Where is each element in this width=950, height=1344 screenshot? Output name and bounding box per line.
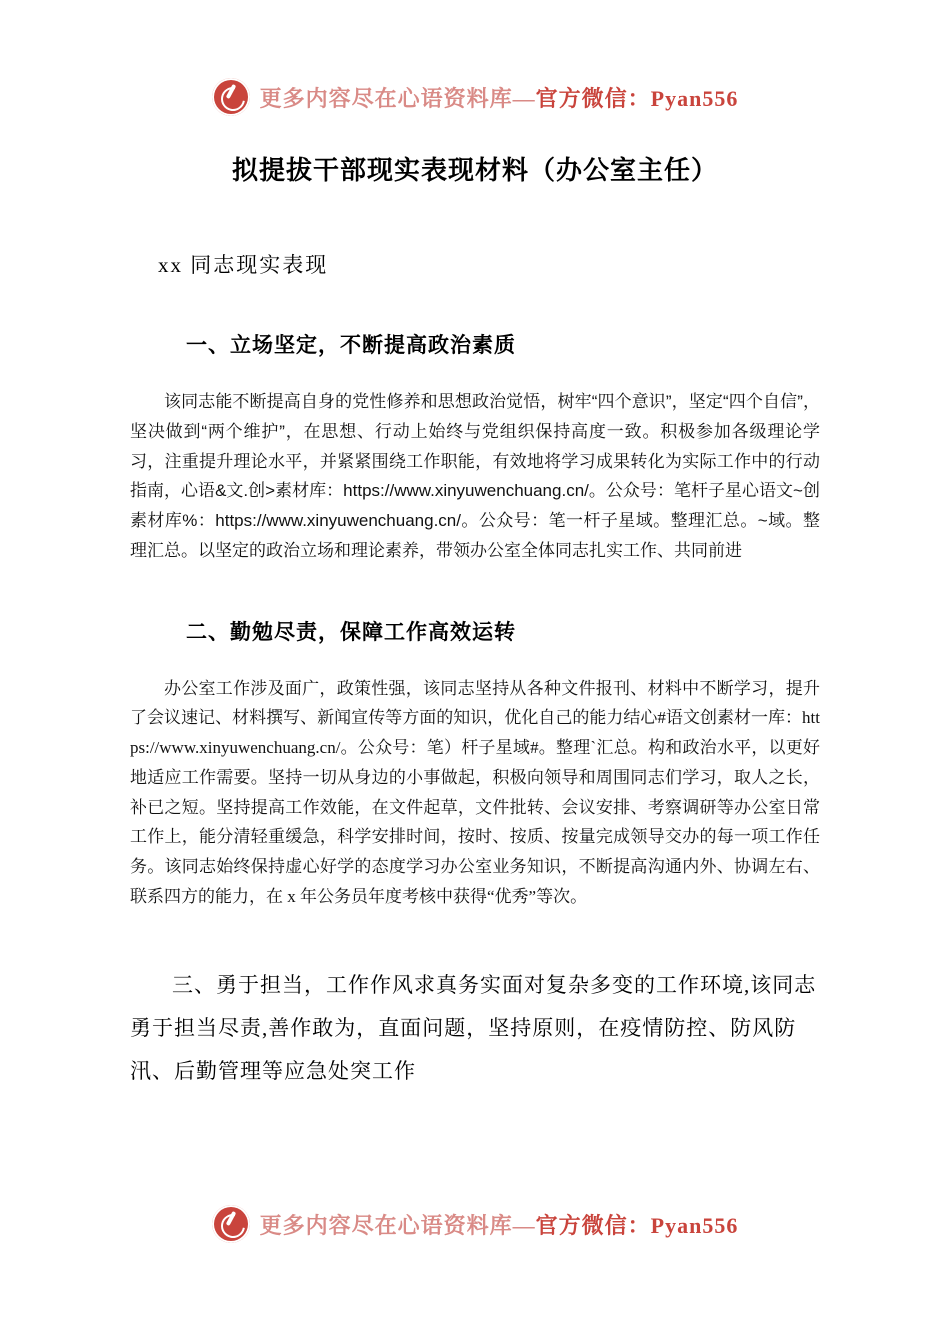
watermark-text-bottom [260,1209,739,1240]
pen-circle-logo-icon [212,78,250,116]
pen-circle-logo-icon [212,1205,250,1243]
watermark-main-text-bottom: 更多内容尽在心语资料库— [259,1212,536,1238]
section-body-1: 该同志能不断提高自身的党性修养和思想政治觉悟，树牢“四个意识”，坚定“四个自信”，坚决做到“两个维护”，在思想、行动上始终与党组织保持高度一致。积极参加各级理论学习，注重提升理论水平，并紧紧围绕工作职能，有效地将学习成果转化为实际工作中的行动指南，心语&文.创>素材库：https://www.xinyuwenchuang.cn/。公众号：笔杆子星心语文~创素材库%：https://www.xinyuwenchuang.cn/。公众号：笔一杆子星域。整理汇总。~域。整理汇总。以坚定的政治立场和理论素养，带领办公室全体同志扎实工作、共同前进 [130,392,820,560]
watermark-wechat-text-bottom: 官方微信：Pyan556 [535,1212,739,1238]
page-title: 拟提拔干部现实表现材料（办公室主任） [231,156,718,185]
section-heading-3: 三、勇于担当，工作作风求真务实面对复杂多变的工作环境,该同志勇于担当尽责,善作敢为，直面问题，坚持原则，在疫情防控、防风防汛、后勤管理等应急处突工作 [130,972,817,1083]
watermark-text-top [260,82,739,113]
watermark-main-text-top: 更多内容尽在心语资料库— [259,85,536,111]
section-heading-1: 一、立场坚定，不断提高政治素质 [186,333,516,357]
section-heading-2: 二、勤勉尽责，保障工作高效运转 [186,619,516,644]
section-body-2: 办公室工作涉及面广，政策性强，该同志坚持从各种文件报刊、材料中不断学习，提升了会议速记、材料撰写、新闻宣传等方面的知识，优化自己的能力结心#语文创素材一库：https://www.xinyuwenchuang.cn/。公众号：笔）杆子星域#。整理`汇总。构和政治水平，以更好地适应工作需要。坚持一切从身边的小事做起，积极向领导和周围同志们学习，取人之长，补已之短。坚持提高工作效能，在文件起草，文件批转、会议安排、考察调研等办公室日常工作上，能分清轻重缓急，科学安排时间，按时、按质、按量完成领导交办的每一项工作任务。该同志始终保持虚心好学的态度学习办公室业务知识，不断提高沟通内外、协调左右、联系四方的能力，在 x 年公务员年度考核中获得“优秀”等次。 [130,678,820,906]
watermark-wechat-text-top: 官方微信：Pyan556 [535,85,739,111]
watermark-banner-top [0,78,950,116]
document-subtitle: xx 同志现实表现 [158,253,329,277]
watermark-banner-bottom [0,1205,950,1243]
